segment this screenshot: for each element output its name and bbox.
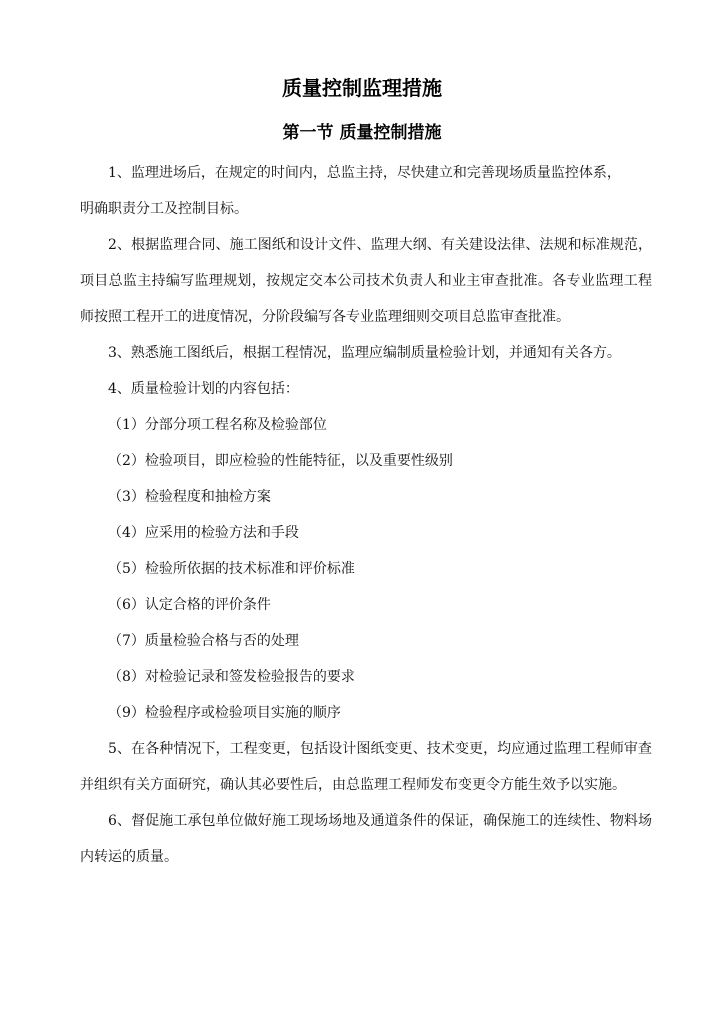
plan-item-5: （5）检验所依据的技术标准和评价标准 [108,561,355,577]
paragraph-line: 5、在各种情况下，工程变更，包括设计图纸变更、技术变更，均应通过监理工程师 [108,741,624,757]
paragraph-item-2 [80,227,652,335]
plan-item-3: （3）检验程度和抽检方案 [108,489,271,505]
paragraph-line: 4、质量检验计划的内容包括： [108,381,299,397]
paragraph-item-3 [80,335,652,371]
paragraph-line: 料场内转运的质量。 [80,813,653,865]
paragraph-line: 审查并组织有关方面研究，确认其必要性后，由总监理工程师发布变更令方能生效予以实 [80,741,653,793]
paragraph-line: 6、督促施工承包单位做好施工现场场地及通道条件的保证，确保施工的连续性、物 [108,813,624,829]
document-title: 质量控制监理措施 [282,76,442,100]
plan-item-9: （9）检验程序或检验项目实施的顺序 [108,705,341,721]
paragraph-line: 理工程师按照工程开工的进度情况，分阶段编写各专业监理细则交项目总监审查批准。 [80,273,653,325]
plan-item-6: （6）认定合格的评价条件 [108,597,271,613]
plan-item-1: （1）分部分项工程名称及检验部位 [108,417,327,433]
paragraph-line: 明确职责分工及控制目标。 [80,201,248,217]
paragraph-line: 2、根据监理合同、施工图纸和设计文件、监理大纲、有关建设法律、法规和标准规 [108,237,624,253]
plan-item-8: （8）对检验记录和签发检验报告的要求 [108,669,355,685]
document-body [80,155,652,875]
paragraph-item-6 [80,803,652,875]
paragraph-line: 范，项目总监主持编写监理规划，按规定交本公司技术负责人和业主审查批准。各专业监 [80,237,653,289]
plan-item-2: （2）检验项目，即应检验的性能特征，以及重要性级别 [108,453,453,469]
plan-item-7: （7）质量检验合格与否的处理 [108,633,299,649]
section-title: 第一节 质量控制措施 [282,123,442,143]
plan-item-4: （4）应采用的检验方法和手段 [108,525,299,541]
paragraph-line: 3、熟悉施工图纸后，根据工程情况，监理应编制质量检验计划，并通知有关各方。 [108,345,621,361]
paragraph-item-5 [80,731,652,803]
paragraph-item-4 [80,371,652,407]
paragraph-line: 施。 [598,777,626,793]
paragraph-line: 1、监理进场后，在规定的时间内，总监主持，尽快建立和完善现场质量监控体系， [108,165,621,181]
paragraph-item-1 [80,155,652,227]
